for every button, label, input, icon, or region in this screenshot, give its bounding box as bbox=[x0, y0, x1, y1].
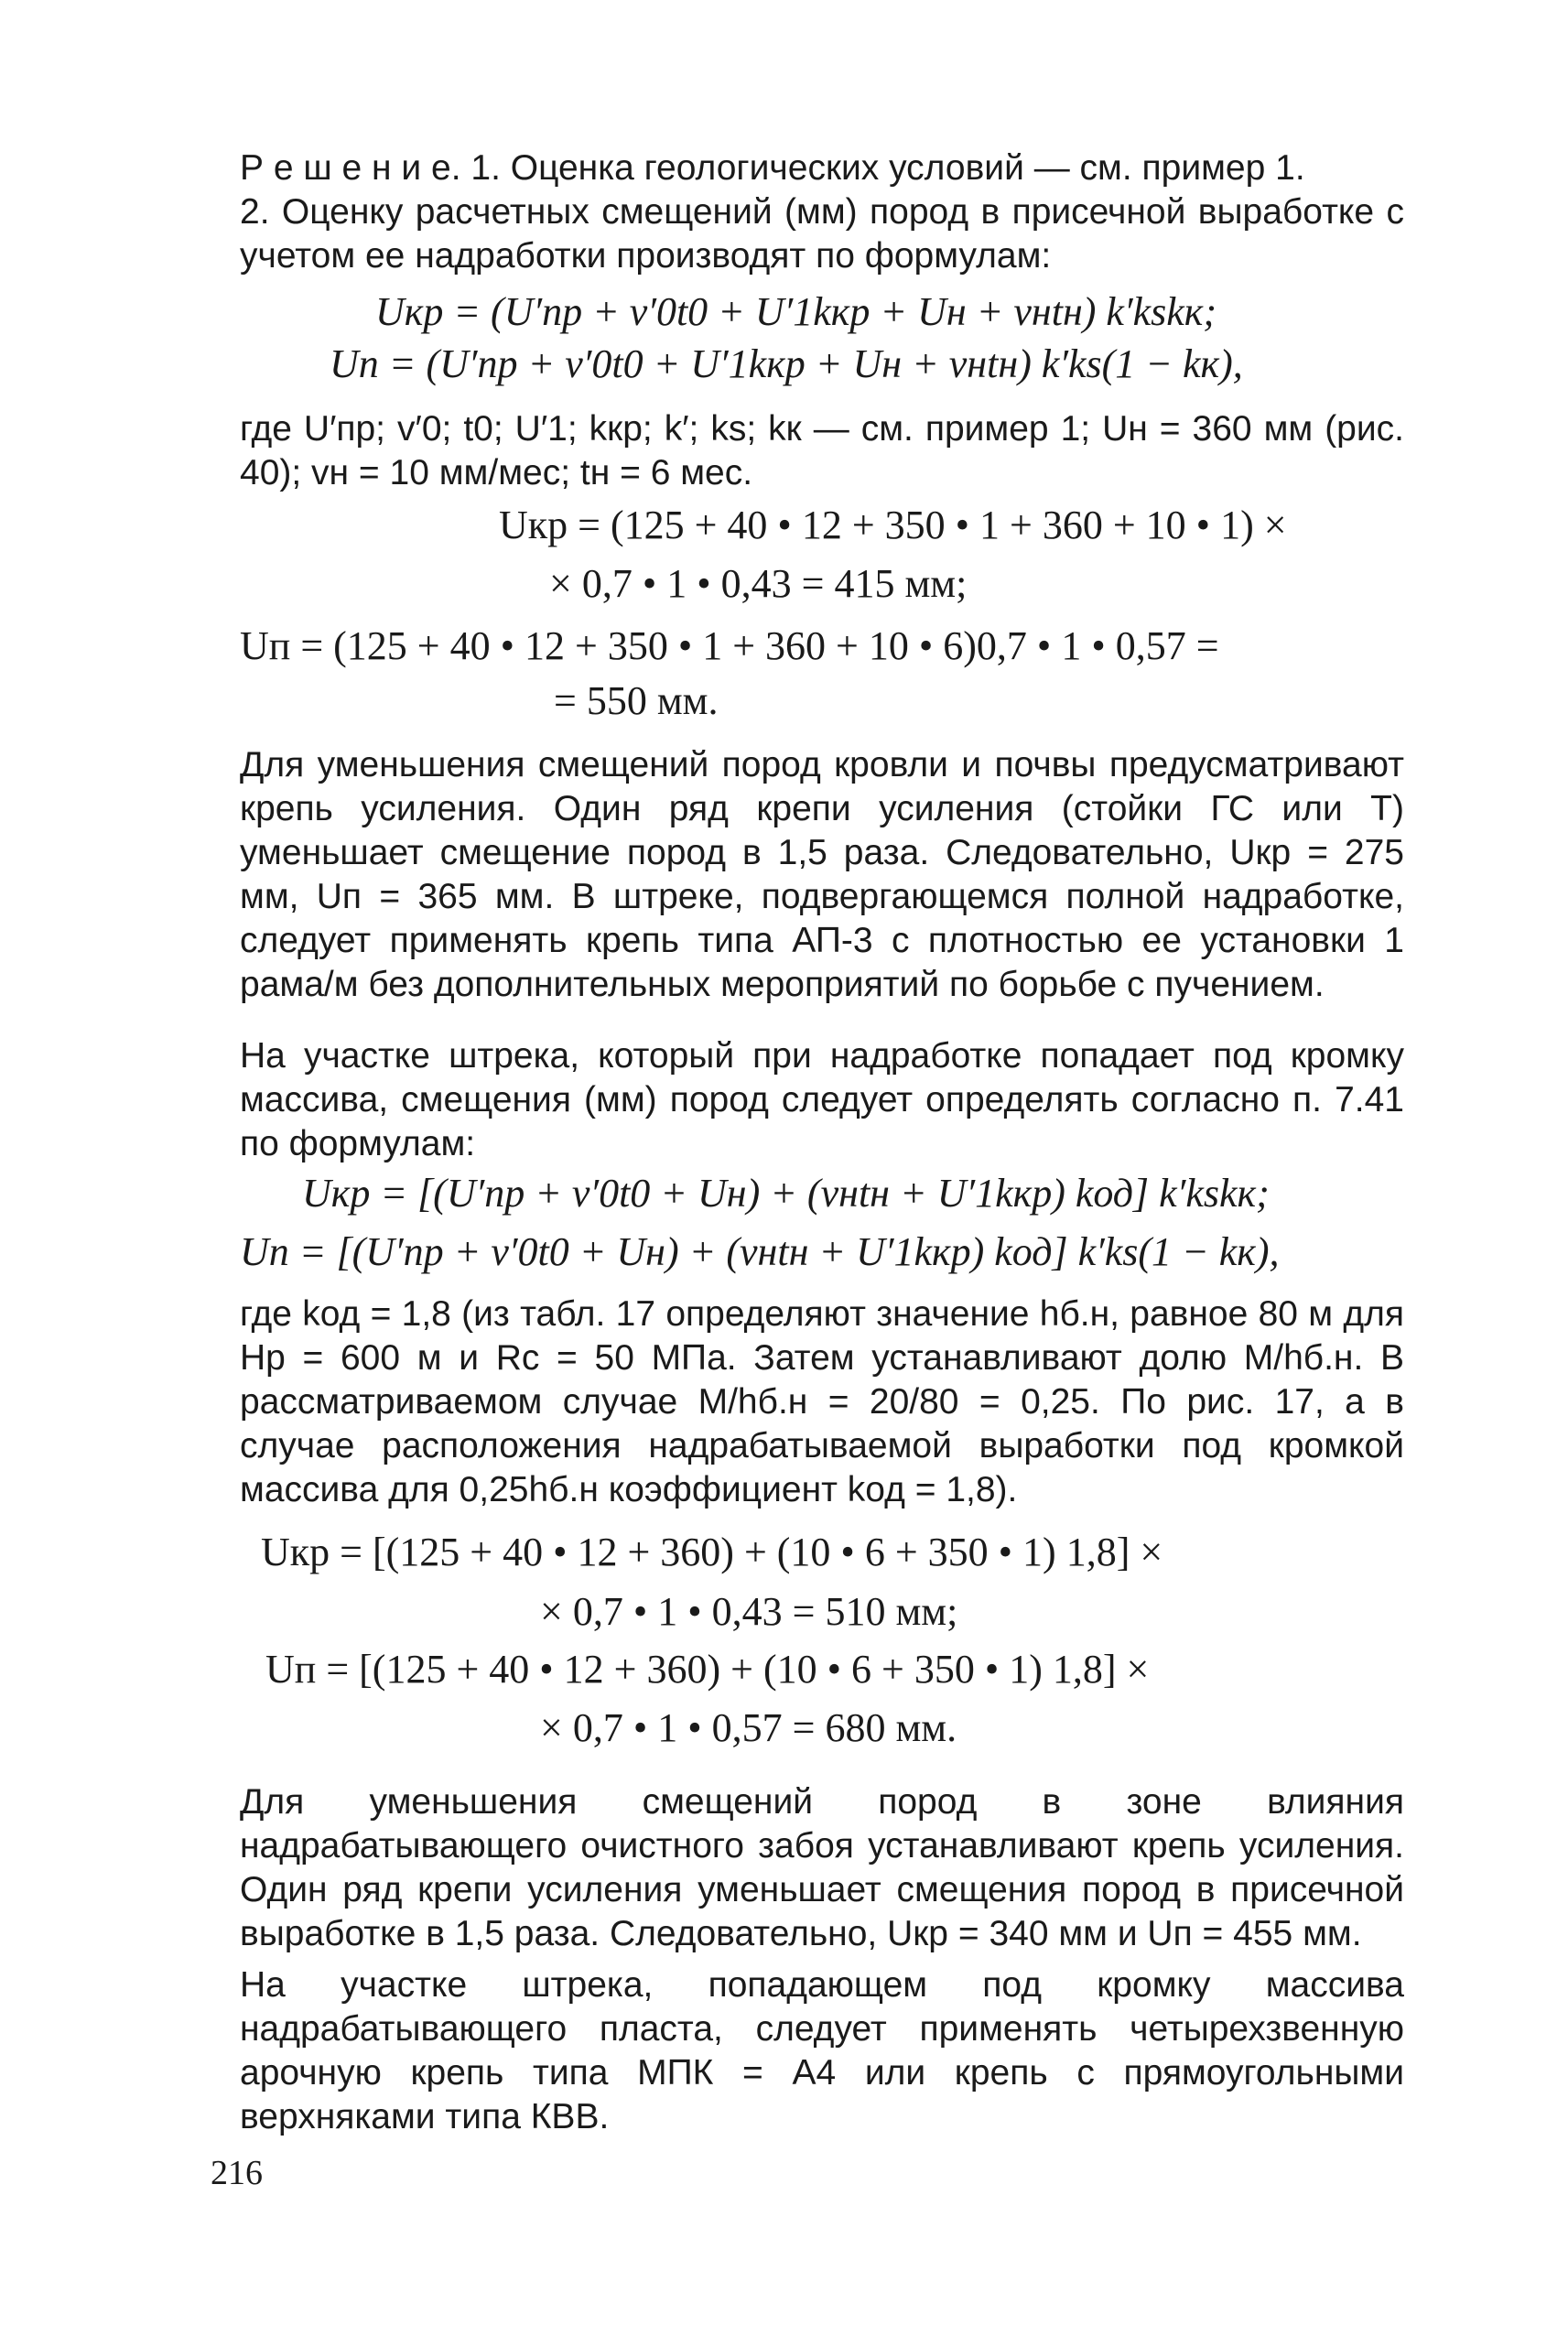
where-block-1 bbox=[240, 407, 1404, 495]
reinforcement-block-1 bbox=[240, 743, 1404, 1007]
edge-section-block bbox=[240, 1034, 1404, 1166]
formula-u-p-calc-line1: Uп = (125 + 40 • 12 + 350 • 1 + 360 + 10 • 6)0,7 • 1 • 0,57 = bbox=[240, 623, 1219, 668]
formula-u-kr-calc-line1: Uкр = (125 + 40 • 12 + 350 • 1 + 360 + 10 • 1) × bbox=[499, 503, 1287, 547]
reinforcement-block-2 bbox=[240, 1780, 1404, 1956]
paragraph-solution: Р е ш е н и е. 1. Оценка геологических условий — см. пример 1. 2. Оценку расчетных смещений (мм) пород в присечной выработке с учетом ее надработки производят по формулам: bbox=[240, 148, 1404, 276]
paragraph-reinforcement-2: Для уменьшения смещений пород в зоне влияния надрабатывающего очистного забоя устанавливают крепь усиления. Один ряд крепи усиления уменьшает смещения пород в присечной выработке в 1,5 раза. Следовательно, Uкр = 340 мм и Uп = 455 мм. bbox=[240, 1782, 1404, 1953]
formula-u-p-general: Uп = (U′пр + v′0t0 + U′1kкр + Uн + vнtн) k′ks(1 − kк), bbox=[330, 341, 1243, 386]
page-number: 216 bbox=[211, 2154, 263, 2192]
formula-u-p-calc-line2: = 550 мм. bbox=[554, 678, 719, 723]
formula-u-kr-edge-calc-line2: × 0,7 • 1 • 0,43 = 510 мм; bbox=[540, 1589, 958, 1634]
formula-u-p-edge-calc-line1: Uп = [(125 + 40 • 12 + 360) + (10 • 6 + 350 • 1) 1,8] × bbox=[265, 1647, 1150, 1692]
formula-u-kr-general: Uкр = (U′пр + v′0t0 + U′1kкр + Uн + vнtн) k′kskк; bbox=[375, 289, 1217, 334]
formula-u-p-edge: Uп = [(U′пр + v′0t0 + Uн) + (vнtн + U′1kкр) kод] k′ks(1 − kк), bbox=[240, 1229, 1280, 1274]
solution-intro bbox=[240, 146, 1404, 278]
formula-u-kr-edge: Uкр = [(U′пр + v′0t0 + Uн) + (vнtн + U′1kкр) kод] k′kskк; bbox=[302, 1171, 1270, 1216]
paragraph-edge-section: На участке штрека, который при надработке попадает под кромку массива, смещения (мм) пород следует определять согласно п. 7.41 по формулам: bbox=[240, 1036, 1404, 1163]
formula-u-kr-calc-line2: × 0,7 • 1 • 0,43 = 415 мм; bbox=[549, 561, 968, 606]
formula-u-kr-edge-calc-line1: Uкр = [(125 + 40 • 12 + 360) + (10 • 6 + 350 • 1) 1,8] × bbox=[261, 1530, 1163, 1574]
paragraph-reinforcement-1: Для уменьшения смещений пород кровли и почвы предусматривают крепь усиления. Один ряд крепи усиления (стойки ГС или Т) уменьшает смещение пород в 1,5 раза. Следовательно, Uкр = 275 мм, Uп = 365 мм. В штреке, подвергающемся полной надработке, следует применять крепь типа АП-3 с плотностью ее установки 1 рама/м без дополнительных мероприятий по борьбе с пучением. bbox=[240, 745, 1404, 1004]
paragraph-recommendation: На участке штрека, попадающем под кромку массива надрабатывающего пласта, следует применять четырехзвенную арочную крепь типа МПК = А4 или крепь с прямоугольными верхняками типа КВВ. bbox=[240, 1965, 1404, 2136]
paragraph-where-2: где kод = 1,8 (из табл. 17 определяют значение hб.н, равное 80 м для Hр = 600 м и Rс = 50 МПа. Затем устанавливают долю M/hб.н. В рассматриваемом случае M/hб.н = 20/80 = 0,25. По рис. 17, а в случае расположения надрабатываемой выработки под кромкой массива для 0,25hб.н коэффициент kод = 1,8). bbox=[240, 1294, 1404, 1509]
recommendation-block bbox=[240, 1963, 1404, 2139]
where-block-2 bbox=[240, 1292, 1404, 1512]
formula-u-p-edge-calc-line2: × 0,7 • 1 • 0,57 = 680 мм. bbox=[540, 1705, 957, 1750]
paragraph-where-1: где U′пр; v′0; t0; U′1; kкр; k′; ks; kк — см. пример 1; Uн = 360 мм (рис. 40); vн = 10 мм/мес; tн = 6 мес. bbox=[240, 409, 1404, 492]
